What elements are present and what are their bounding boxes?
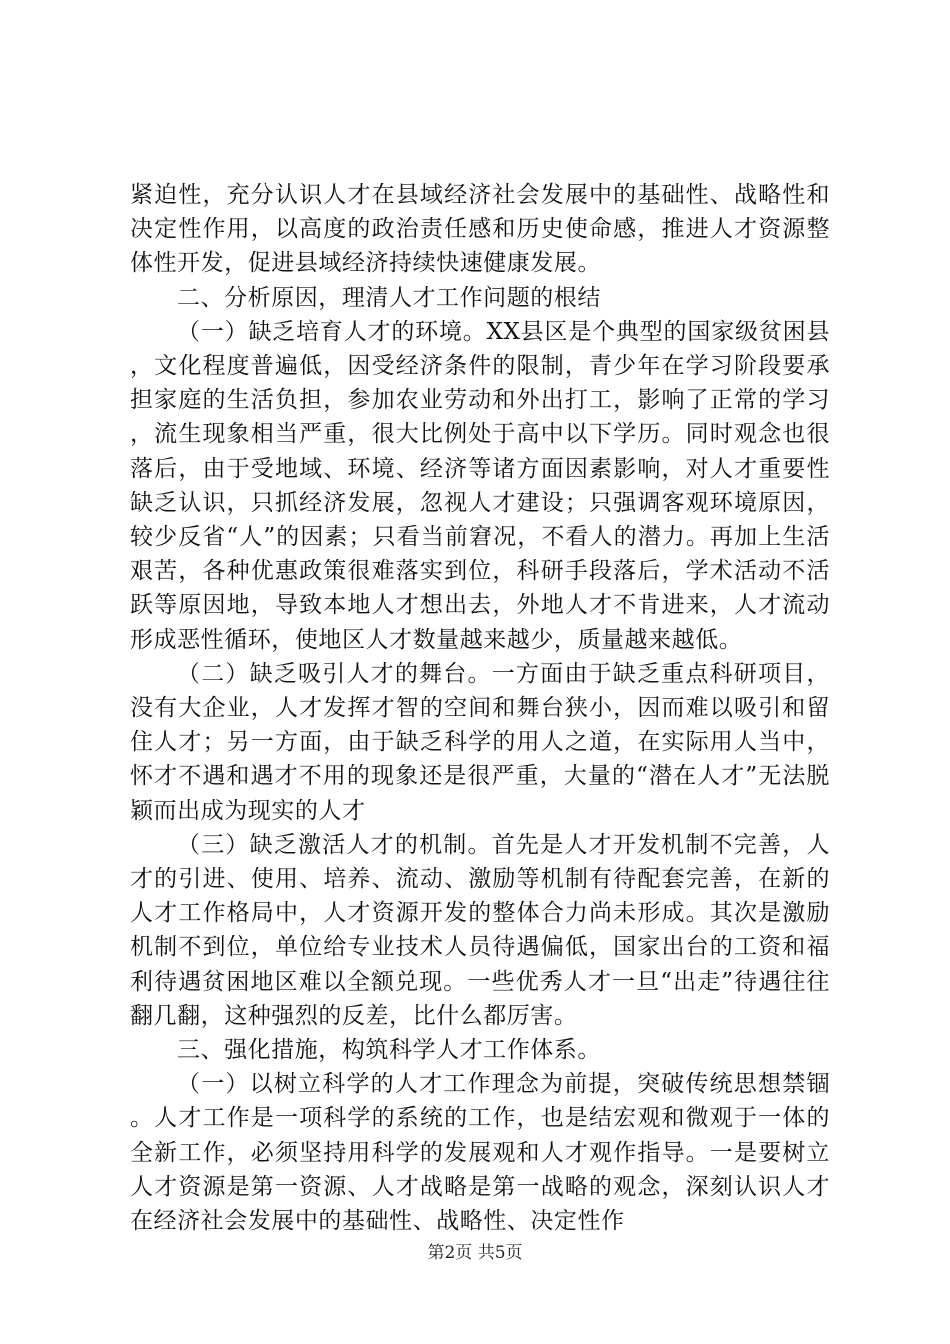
paragraph-mechanism: （三）缺乏激活人才的机制。首先是人才开发机制不完善，人才的引进、使用、培养、流动、激励等机制有待配套完善，在新的人才工作格局中，人才资源开发的整体合力尚未形成。其次是激励机制不到位，单位给专业技术人员待遇偏低，国家出台的工资和福利待遇贫困地区难以全额兑现。一些优秀人才一旦“出走”待遇往往翻几翻，这种强烈的反差，比什么都厉害。 (130, 831, 830, 1029)
paragraph-continuation: 紧迫性，充分认识人才在县域经济社会发展中的基础性、战略性和决定性作用，以高度的政治责任感和历史使命感，推进人才资源整体性开发，促进县域经济持续快速健康发展。 (130, 182, 830, 277)
paragraph-concept: （一）以树立科学的人才工作理念为前提，突破传统思想禁锢。人才工作是一项科学的系统的工作，也是结宏观和微观于一体的全新工作，必须坚持用科学的发展观和人才观作指导。一是要树立人才资源是第一资源、人才战略是第一战略的观念，深刻认识人才在经济社会发展中的基础性、战略性、决定性作 (130, 1071, 830, 1235)
paragraph-environment: （一）缺乏培育人才的环境。XX县区是个典型的国家级贫困县，文化程度普遍低，因受经济条件的限制，青少年在学习阶段要承担家庭的生活负担，参加农业劳动和外出打工，影响了正常的学习，流生现象相当严重，很大比例处于高中以下学历。同时观念也很落后，由于受地域、环境、经济等诸方面因素影响，对人才重要性缺乏认识，只抓经济发展，忽视人才建设；只强调客观环境原因，较少反省“人”的因素；只看当前窘况，不看人的潜力。再加上生活艰苦，各种优惠政策很难落实到位，科研手段落后，学术活动不活跃等原因地，导致本地人才想出去，外地人才不肯进来，人才流动形成恶性循环，使地区人才数量越来越少，质量越来越低。 (130, 318, 830, 653)
section-heading-three: 三、强化措施，构筑科学人才工作体系。 (177, 1037, 601, 1064)
section-heading-two: 二、分析原因，理清人才工作问题的根结 (177, 284, 601, 311)
document-body (130, 178, 830, 1238)
paragraph-stage: （二）缺乏吸引人才的舞台。一方面由于缺乏重点科研项目，没有大企业，人才发挥才智的空间和舞台狭小，因而难以吸引和留住人才；另一方面，由于缺乏科学的用人之道，在实际用人当中，怀才不遇和遇才不用的现象还是很严重，大量的“潜在人才”无法脱颖而出成为现实的人才 (130, 660, 830, 824)
page-footer: 第2页 共5页 (427, 1243, 523, 1263)
